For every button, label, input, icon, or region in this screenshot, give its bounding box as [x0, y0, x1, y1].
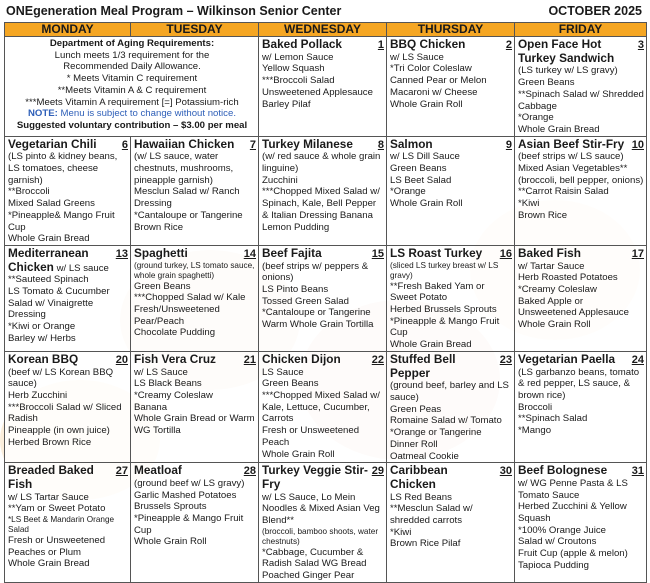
menu-item: Pineapple (in own juice) — [8, 425, 110, 437]
day-cell — [5, 463, 131, 583]
menu-item: *Kiwi or Orange — [8, 321, 76, 333]
day-cell — [387, 136, 515, 245]
menu-item: Poached Ginger Pear — [262, 570, 355, 582]
dish-title-wrap — [262, 38, 342, 52]
menu-item: Mixed Asian Vegetables** — [518, 163, 628, 175]
dish-name: LS Roast Turkey — [390, 245, 483, 260]
menu-item: w/ LS Tartar Sauce — [8, 491, 89, 503]
menu-item: Brown Rice Pilaf — [390, 538, 461, 550]
dish-name: BBQ Chicken — [390, 37, 466, 51]
requirements-line: ***Meets Vitamin A requirement [=] Potassium-rich — [25, 96, 239, 108]
day-cell-header — [134, 464, 256, 478]
day-cell — [5, 351, 131, 462]
dish-name: Fish Vera Cruz — [134, 351, 216, 366]
dish-title-wrap — [518, 38, 635, 65]
dish-name: Meatloaf — [134, 463, 182, 478]
menu-item: *Cantaloupe or Tangerine — [134, 209, 243, 221]
menu-item: Broccoli — [518, 401, 553, 413]
day-cell-header — [262, 464, 384, 491]
dish-name: Beef Fajita — [262, 245, 322, 260]
menu-item: Barley w/ Herbs — [8, 332, 76, 344]
menu-item: Barley Pilaf — [262, 98, 311, 110]
menu-item: *Orange — [390, 186, 426, 198]
menu-item: Mesclun Salad w/ Ranch Dressing — [134, 186, 240, 210]
menu-item: Salad w/ Croutons — [518, 536, 597, 548]
day-number: 17 — [631, 247, 644, 260]
dish-title-wrap — [390, 247, 482, 261]
requirements-line: **Meets Vitamin A & C requirement — [57, 84, 207, 96]
day-number: 10 — [631, 138, 644, 151]
day-cell — [387, 463, 515, 583]
menu-item: Mixed Salad Greens — [8, 198, 95, 210]
menu-item: (LS pinto & kidney beans, LS tomatoes, cheese garnish) — [8, 151, 118, 186]
menu-item: Whole Grain Roll — [134, 536, 207, 548]
day-number: 13 — [115, 247, 128, 260]
menu-item: Fruit Cup (apple & melon) — [518, 548, 628, 560]
day-cell — [387, 351, 515, 462]
day-cell-header — [262, 353, 384, 367]
menu-item: Herb Zucchini — [8, 389, 68, 401]
day-number: 6 — [121, 138, 128, 151]
day-cell-header — [134, 138, 256, 152]
menu-item: (w/ red sauce & whole grain linguine) — [262, 151, 381, 175]
menu-item: *Orange or Tangerine — [390, 427, 482, 439]
dish-title-wrap — [390, 353, 497, 380]
day-cell — [131, 351, 259, 462]
menu-item: Whole Grain Bread — [8, 558, 90, 570]
menu-item: LS Sauce — [262, 366, 304, 378]
day-number: 24 — [631, 353, 644, 366]
dish-name: Spaghetti — [134, 245, 188, 260]
menu-item: Unsweetened Applesauce — [262, 86, 373, 98]
day-number: 29 — [371, 465, 384, 478]
day-cell-header — [262, 38, 384, 52]
dish-title-wrap — [8, 353, 78, 367]
day-cell — [387, 245, 515, 351]
dish-name: Vegetarian Paella — [518, 351, 616, 366]
menu-item: Canned Pear or Melon — [390, 75, 487, 87]
menu-item: Whole Grain Bread — [518, 123, 600, 135]
dish-title-wrap — [518, 353, 615, 367]
day-number: 21 — [243, 353, 256, 366]
menu-item: Whole Grain Roll — [518, 319, 591, 331]
menu-item: Green Beans — [390, 163, 447, 175]
day-number: 2 — [505, 39, 512, 51]
day-cell-header — [8, 464, 128, 491]
week-row — [5, 136, 647, 245]
day-cell-header — [390, 138, 512, 152]
day-cell — [515, 136, 647, 245]
menu-item: **Carrot Raisin Salad — [518, 186, 609, 198]
dish-name: Turkey Veggie Stir-Fry — [262, 463, 368, 491]
note-text: Menu is subject to change without notice. — [57, 108, 236, 120]
day-cell-header — [134, 247, 256, 261]
menu-item: LS Red Beans — [390, 491, 452, 503]
menu-item: Zucchini — [262, 174, 298, 186]
week-row — [5, 463, 647, 583]
menu-item: (broccoli, bamboo shoots, water chestnuts) — [262, 526, 379, 546]
menu-item: Banana — [134, 401, 168, 413]
dish-name: Hawaiian Chicken — [134, 136, 235, 151]
note-label: NOTE: — [28, 108, 58, 120]
menu-item: w/ WG Penne Pasta & LS Tomato Sauce — [518, 477, 628, 501]
day-number: 20 — [115, 353, 128, 366]
week-row — [5, 351, 647, 462]
dish-title-wrap — [134, 247, 188, 261]
page-title: ONEgeneration Meal Program – Wilkinson Senior Center — [6, 4, 342, 18]
menu-item: *100% Orange Juice — [518, 524, 606, 536]
day-cell-header — [8, 138, 128, 152]
menu-item: *Creamy Coleslaw — [134, 389, 213, 401]
day-number: 31 — [631, 465, 644, 478]
menu-item: w/ Tartar Sauce — [518, 260, 585, 272]
day-number: 30 — [499, 465, 512, 478]
menu-item: (broccoli, bell pepper, onions) — [518, 174, 644, 186]
day-number: 7 — [249, 138, 256, 151]
day-cell-header — [390, 247, 512, 261]
menu-item: *Tri Color Coleslaw — [390, 63, 472, 75]
menu-item: *Cantaloupe or Tangerine — [262, 307, 371, 319]
menu-item: w/ LS Sauce — [390, 51, 444, 63]
dish-title-wrap — [262, 353, 341, 367]
menu-item: *Pineapple& Mango Fruit Cup — [8, 209, 115, 233]
menu-item: Brussels Sprouts — [134, 501, 207, 513]
menu-item: Chocolate Pudding — [134, 327, 216, 339]
menu-item: Herbed Brown Rice — [8, 436, 92, 448]
menu-item: Fresh or Unsweetened Peach — [262, 425, 360, 448]
day-cell-header — [262, 247, 384, 261]
menu-item: Green Beans — [262, 378, 319, 390]
dish-name: Breaded Baked Fish — [8, 463, 94, 491]
day-number: 9 — [505, 138, 512, 151]
menu-item: Whole Grain Bread — [390, 339, 472, 351]
menu-item: (beef strips w/ LS sauce) — [518, 151, 624, 163]
menu-item: ***Broccoli Salad — [262, 75, 335, 87]
day-number: 1 — [377, 39, 384, 51]
day-cell-header — [518, 38, 644, 65]
weekday-header-row — [5, 23, 647, 37]
menu-item: *Pineapple & Mango Fruit Cup — [390, 315, 500, 339]
dish-name: Vegetarian Chili — [8, 136, 97, 151]
dish-title-wrap — [262, 247, 322, 261]
day-cell — [131, 136, 259, 245]
menu-item: (ground beef w/ LS gravy) — [134, 477, 245, 489]
menu-item: Tossed Green Salad — [262, 295, 349, 307]
day-number: 22 — [371, 353, 384, 366]
menu-item: w/ Lemon Sauce — [262, 51, 334, 63]
day-cell — [5, 136, 131, 245]
dish-title-wrap — [518, 247, 581, 261]
day-cell-header — [518, 464, 644, 478]
menu-item: (ground beef, barley and LS sauce) — [390, 380, 509, 403]
requirements-line: * Meets Vitamin C requirement — [66, 73, 198, 85]
menu-item: **Yam or Sweet Potato — [8, 503, 106, 515]
menu-calendar — [4, 22, 647, 583]
day-cell-header — [518, 247, 644, 261]
day-cell — [387, 37, 515, 137]
menu-item: Macaroni w/ Cheese — [390, 86, 478, 98]
day-cell-header — [134, 353, 256, 367]
weekday-header: MONDAY — [5, 23, 131, 37]
menu-item: (sliced LS turkey breast w/ LS gravy) — [390, 260, 499, 280]
menu-item: *Kiwi — [390, 526, 412, 538]
menu-item: Herb Roasted Potatoes — [518, 272, 618, 284]
menu-item: (LS garbanzo beans, tomato & red pepper, LS sauce, & brown rice) — [518, 366, 640, 401]
day-cell — [259, 245, 387, 351]
menu-change-note — [8, 108, 256, 120]
dish-name: Chicken Dijon — [262, 351, 341, 366]
menu-item: Lemon Pudding — [262, 221, 330, 233]
dish-suffix: w/ LS sauce — [53, 262, 109, 274]
menu-item: ***Broccoli Salad w/ Sliced Radish — [8, 401, 122, 425]
dish-name: Turkey Milanese — [262, 136, 353, 151]
day-cell — [5, 245, 131, 351]
menu-item: Fresh/Unsweetened Pear/Peach — [134, 304, 220, 327]
week-row — [5, 245, 647, 351]
menu-item: **Spinach Salad w/ Shredded Cabbage — [518, 88, 644, 112]
day-cell — [515, 351, 647, 462]
dish-title-wrap — [390, 464, 497, 491]
menu-item: *Cabbage, Cucumber & Radish Salad WG Bread — [262, 546, 367, 570]
dish-title-wrap — [390, 138, 433, 152]
menu-item: (LS turkey w/ LS gravy) — [518, 65, 618, 77]
dish-title-wrap — [390, 38, 465, 52]
menu-item: Garlic Mashed Potatoes — [134, 489, 237, 501]
day-cell — [259, 351, 387, 462]
menu-item: *Pineapple & Mango Fruit Cup — [134, 513, 244, 536]
day-number: 14 — [243, 247, 256, 260]
menu-item: Whole Grain Bread or Warm WG Tortilla — [134, 413, 255, 437]
day-cell — [131, 245, 259, 351]
menu-item: Herbed Zucchini & Yellow Squash — [518, 501, 627, 525]
dish-name: Salmon — [390, 136, 433, 151]
day-cell — [515, 463, 647, 583]
menu-item: LS Tomato & Cucumber Salad w/ Vinaigrette Dressing — [8, 286, 110, 321]
day-cell-header — [518, 353, 644, 367]
menu-item: Whole Grain Bread — [8, 233, 90, 245]
dish-name: Baked Fish — [518, 245, 581, 260]
menu-item: (beef strips w/ peppers & onions) — [262, 260, 369, 284]
day-cell-header — [518, 138, 644, 152]
menu-item: w/ LS Dill Sauce — [390, 151, 460, 163]
dish-name: Asian Beef Stir-Fry — [518, 136, 625, 151]
menu-item: Oatmeal Cookie — [390, 450, 459, 462]
menu-item: Fresh or Unsweetened Peaches or Plum — [8, 535, 106, 558]
menu-item: *Orange — [518, 112, 554, 124]
menu-item: Whole Grain Roll — [390, 198, 463, 210]
dish-title-wrap — [134, 138, 234, 152]
menu-item: Green Beans — [518, 77, 575, 89]
menu-item: Yellow Squash — [262, 63, 325, 75]
menu-item: *Creamy Coleslaw — [518, 284, 597, 296]
dish-title-wrap — [518, 464, 607, 478]
menu-item: Romaine Salad w/ Tomato — [390, 415, 502, 427]
menu-item: Herbed Brussels Sprouts — [390, 304, 497, 316]
menu-item: w/ LS Sauce, Lo Mein Noodles & Mixed Asian Veg Blend** — [262, 491, 380, 527]
requirements-box — [5, 37, 259, 137]
menu-item: LS Beet Salad — [390, 174, 452, 186]
menu-item: Green Peas — [390, 403, 442, 415]
menu-item: w/ LS Sauce — [134, 366, 188, 378]
month-label: OCTOBER 2025 — [548, 4, 642, 18]
day-cell-header — [390, 38, 512, 52]
dish-title-wrap — [134, 353, 216, 367]
day-cell — [131, 463, 259, 583]
menu-item: LS Black Beans — [134, 378, 202, 390]
menu-item: LS Pinto Beans — [262, 284, 329, 296]
dish-name: Caribbean Chicken — [390, 463, 448, 491]
requirements-line: Lunch meets 1/3 requirement for the — [54, 49, 210, 61]
day-number: 16 — [499, 247, 512, 260]
title-bar — [4, 0, 646, 22]
weekday-header: FRIDAY — [515, 23, 647, 37]
menu-item: Green Beans — [134, 280, 191, 292]
menu-item: (beef w/ LS Korean BBQ sauce) — [8, 366, 114, 390]
day-number: 23 — [499, 353, 512, 366]
dish-name: Mediterranean Chicken — [8, 245, 89, 274]
weekday-header: THURSDAY — [387, 23, 515, 37]
day-number: 3 — [637, 39, 644, 51]
requirements-heading: Department of Aging Requirements: — [49, 38, 215, 49]
weekday-header: WEDNESDAY — [259, 23, 387, 37]
day-number: 27 — [115, 465, 128, 478]
dish-title-wrap — [8, 464, 113, 491]
menu-item: Dinner Roll — [390, 438, 438, 450]
menu-item: **Spinach Salad — [518, 413, 588, 425]
day-cell-header — [8, 353, 128, 367]
dish-name: Korean BBQ — [8, 351, 79, 366]
dish-name: Open Face Hot Turkey Sandwich — [518, 37, 615, 65]
dish-title-wrap — [262, 138, 353, 152]
day-number: 8 — [377, 138, 384, 151]
day-cell — [259, 136, 387, 245]
day-number: 28 — [243, 465, 256, 478]
menu-item: Tapioca Pudding — [518, 559, 589, 571]
day-number: 15 — [371, 247, 384, 260]
day-cell-header — [262, 138, 384, 152]
day-cell-header — [390, 353, 512, 380]
day-cell — [515, 245, 647, 351]
dish-title-wrap — [262, 464, 369, 491]
day-cell-header — [390, 464, 512, 491]
menu-item: Whole Grain Roll — [262, 448, 335, 460]
menu-item: **Mesclun Salad w/ shredded carrots — [390, 503, 473, 527]
menu-item: *Kiwi — [518, 198, 540, 210]
menu-item: ***Chopped Salad w/ Kale — [134, 292, 246, 304]
day-cell — [515, 37, 647, 137]
dish-name: Baked Pollack — [262, 37, 342, 51]
day-cell — [259, 37, 387, 137]
menu-item: ***Chopped Mixed Salad w/ Spinach, Kale, Bell Pepper & Italian Dressing Banana — [262, 186, 380, 221]
dish-name: Beef Bolognese — [518, 463, 608, 478]
menu-item: *LS Beet & Mandarin Orange Salad — [8, 515, 115, 535]
menu-item: ***Chopped Mixed Salad w/ Kale, Lettuce, Cucumber, Carrots — [262, 389, 380, 425]
menu-item: Brown Rice — [134, 221, 184, 233]
dish-title-wrap — [8, 138, 97, 152]
menu-item: (ground turkey, LS tomato sauce, whole grain spaghetti) — [134, 260, 255, 280]
requirements-line: Recommended Daily Allowance. — [63, 61, 201, 73]
menu-item: Brown Rice — [518, 209, 568, 221]
day-cell-header — [8, 247, 128, 274]
menu-item: Baked Apple or Unsweetened Applesauce — [518, 295, 629, 319]
dish-name: Stuffed Bell Pepper — [390, 351, 456, 380]
week-row — [5, 37, 647, 137]
dish-title-wrap — [134, 464, 182, 478]
menu-item: (w/ LS sauce, water chestnuts, mushrooms, pineapple garnish) — [134, 151, 234, 186]
menu-item: *Mango — [518, 425, 552, 437]
dish-title-wrap — [8, 247, 113, 274]
menu-item: **Sauteed Spinach — [8, 274, 89, 286]
dish-title-wrap — [518, 138, 624, 152]
menu-item: **Broccoli — [8, 186, 50, 198]
day-cell — [259, 463, 387, 583]
menu-item: **Fresh Baked Yam or Sweet Potato — [390, 280, 485, 304]
weekday-header: TUESDAY — [131, 23, 259, 37]
contribution-text: Suggested voluntary contribution – $3.00 per meal — [16, 119, 248, 131]
menu-item: Whole Grain Roll — [390, 98, 463, 110]
menu-item: Warm Whole Grain Tortilla — [262, 319, 374, 331]
